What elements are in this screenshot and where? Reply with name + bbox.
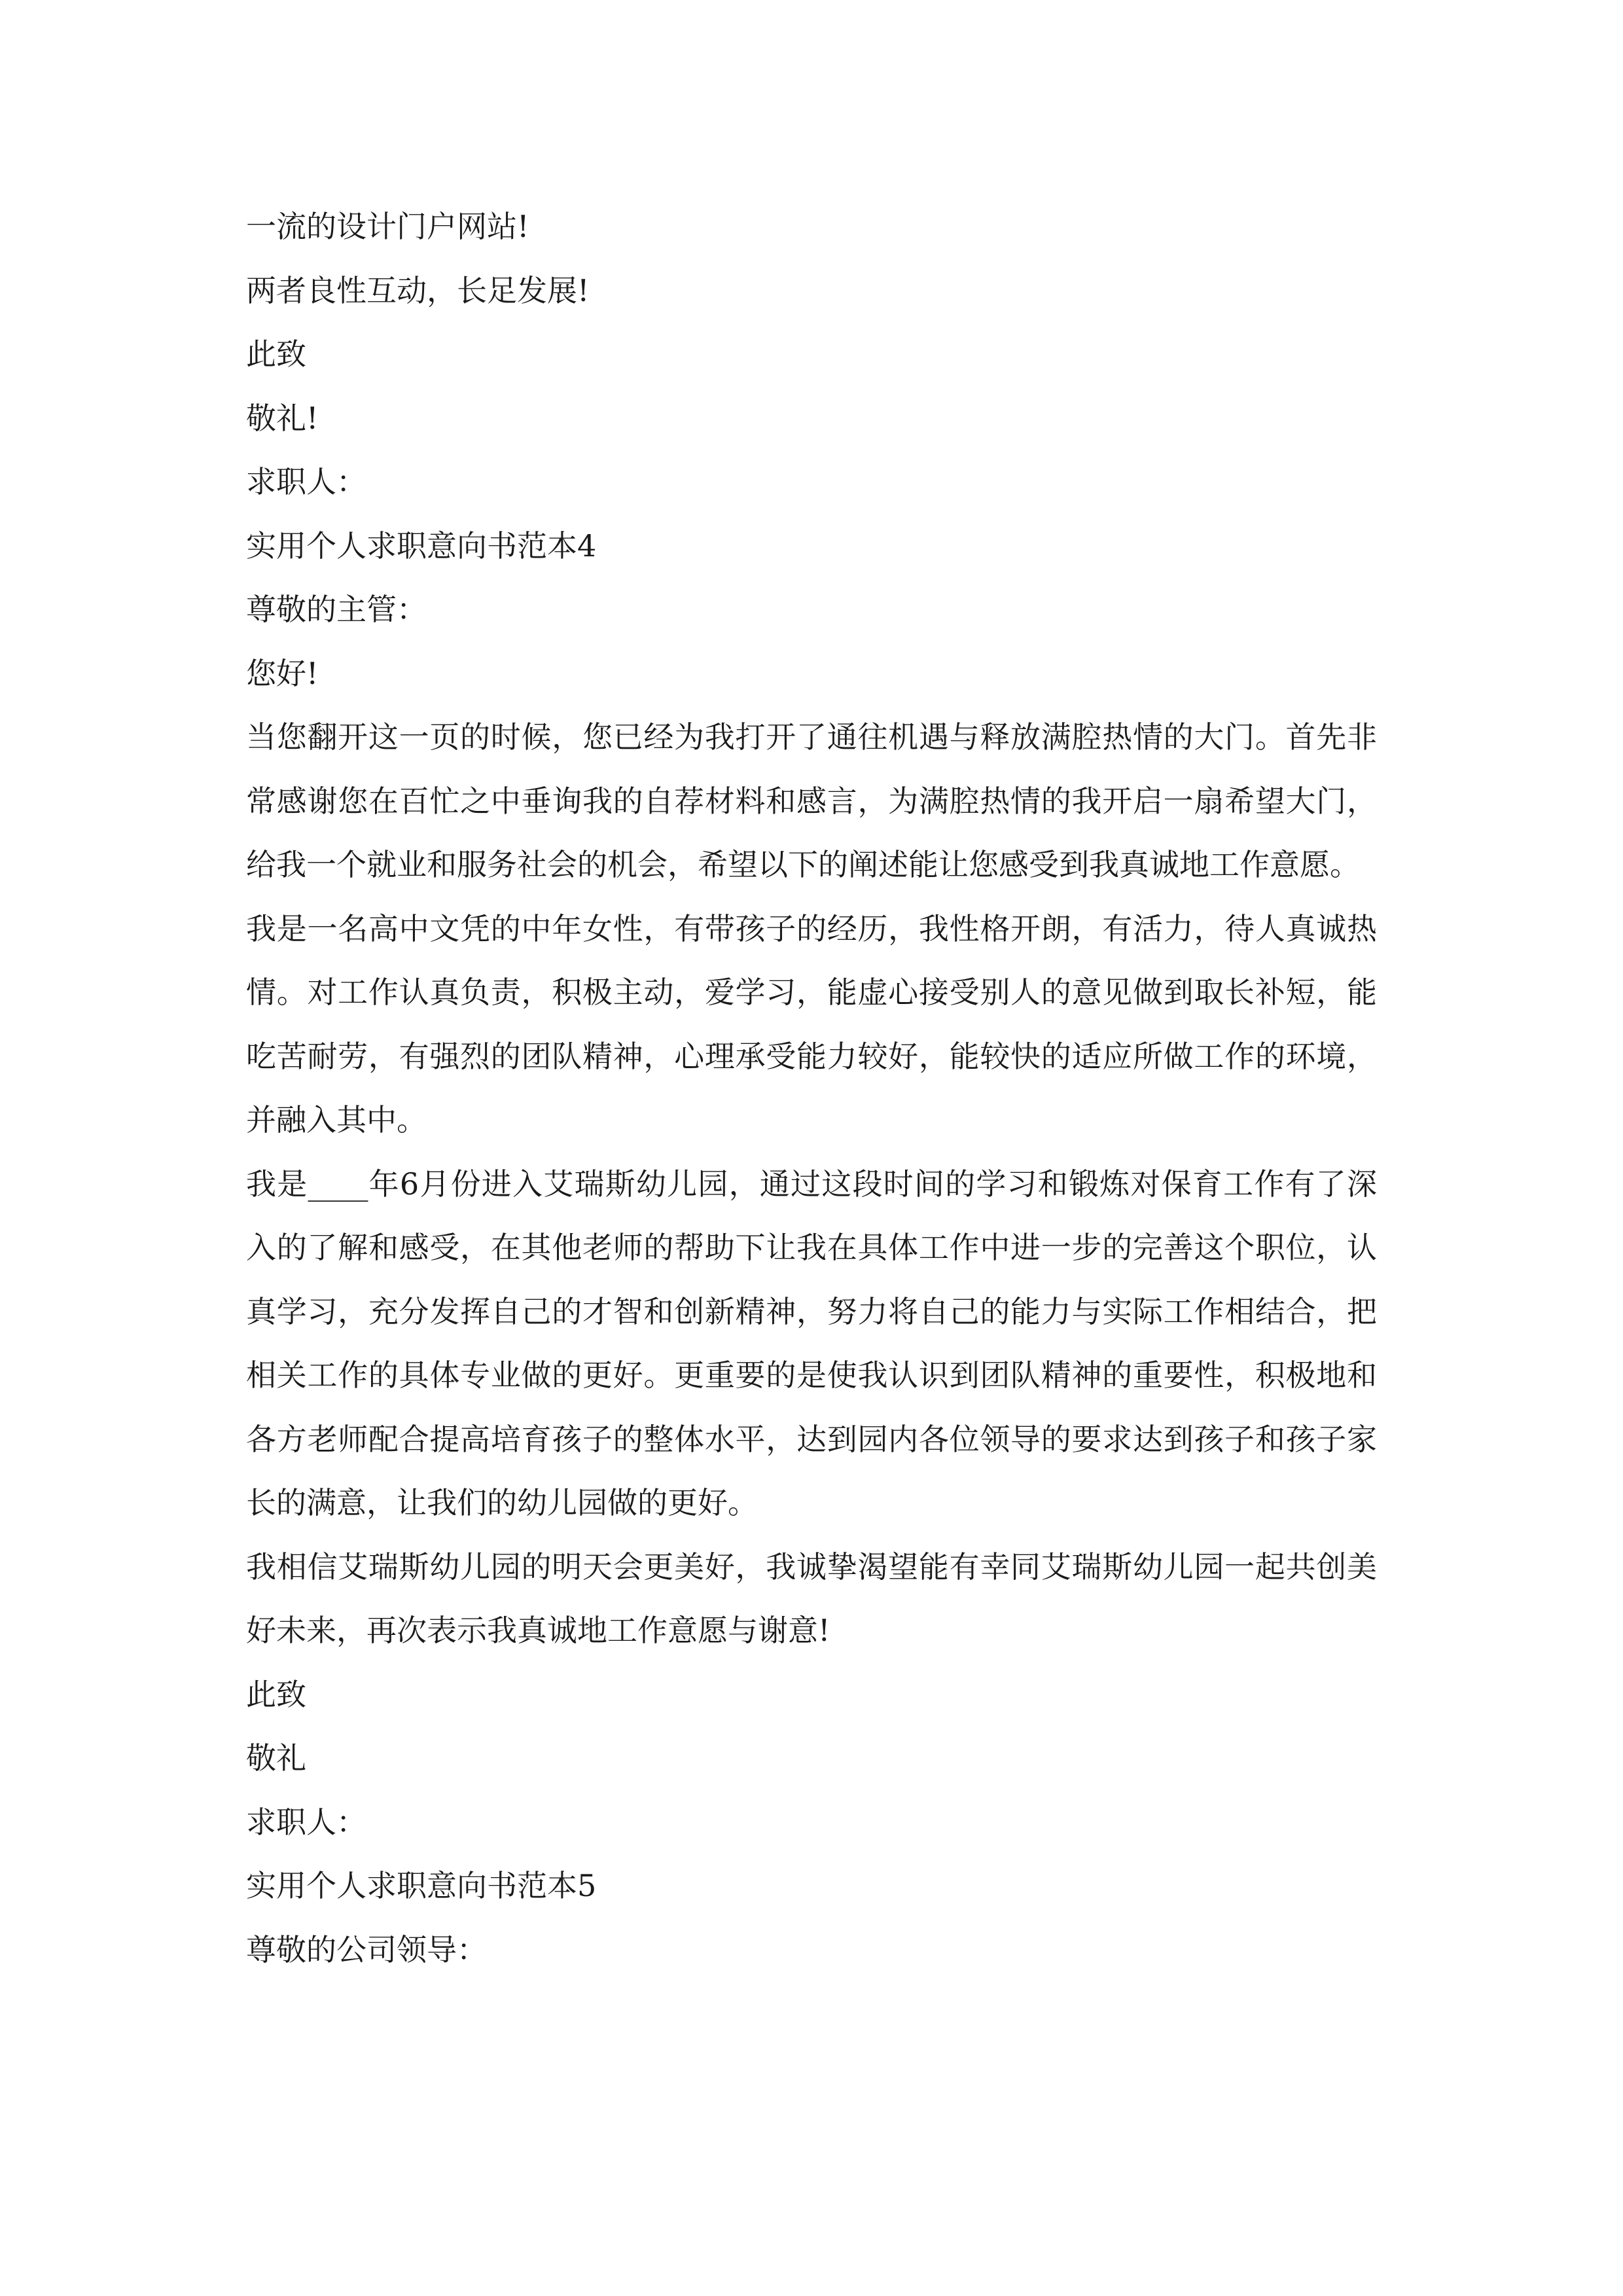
regards-line: 敬礼! — [246, 400, 319, 436]
regards-line: 敬礼 — [246, 1740, 306, 1776]
salutation-line: 此致 — [246, 336, 306, 372]
hello-line: 您好! — [246, 655, 319, 691]
greeting-line: 尊敬的主管： — [246, 592, 427, 627]
text-line: 一流的设计门户网站! — [246, 209, 529, 244]
greeting-line: 尊敬的公司领导： — [246, 1931, 487, 1967]
paragraph-self-description: 我是一名高中文凭的中年女性，有带孩子的经历，我性格开朗，有活力，待人真诚热情。对工作认真负责，积极主动，爱学习，能虚心接受别人的意见做到取长补短，能吃苦耐劳，有强烈的团队精神，心理承受能力较好，能较快的适应所做工作的环境，并融入其中。 — [246, 910, 1377, 1138]
paragraph-intro: 当您翻开这一页的时候，您已经为我打开了通往机遇与释放满腔热情的大门。首先非常感谢您在百忙之中垂询我的自荐材料和感言，为满腔热情的我开启一扇希望大门，给我一个就业和服务社会的机会，希望以下的阐述能让您感受到我真诚地工作意愿。 — [246, 719, 1377, 882]
section-title: 实用个人求职意向书范本4 — [246, 528, 597, 564]
section-title: 实用个人求职意向书范本5 — [246, 1868, 597, 1903]
text-line: 两者良性互动，长足发展! — [246, 272, 590, 308]
paragraph-experience: 我是____年6月份进入艾瑞斯幼儿园，通过这段时间的学习和锻炼对保育工作有了深入的了解和感受，在其他老师的帮助下让我在具体工作中进一步的完善这个职位，认真学习，充分发挥自己的才智和创新精神，努力将自己的能力与实际工作相结合，把相关工作的具体专业做的更好。更重要的是使我认识到团队精神的重要性，积极地和各方老师配合提高培育孩子的整体水平，达到园内各位领导的要求达到孩子和孩子家长的满意，让我们的幼儿园做的更好。 — [246, 1166, 1377, 1520]
applicant-line: 求职人： — [246, 1804, 366, 1840]
salutation-line: 此致 — [246, 1676, 306, 1712]
document-body — [246, 195, 1377, 1982]
paragraph-closing-wish: 我相信艾瑞斯幼儿园的明天会更美好，我诚挚渴望能有幸同艾瑞斯幼儿园一起共创美好未来，再次表示我真诚地工作意愿与谢意! — [246, 1549, 1377, 1648]
applicant-line: 求职人： — [246, 464, 366, 499]
